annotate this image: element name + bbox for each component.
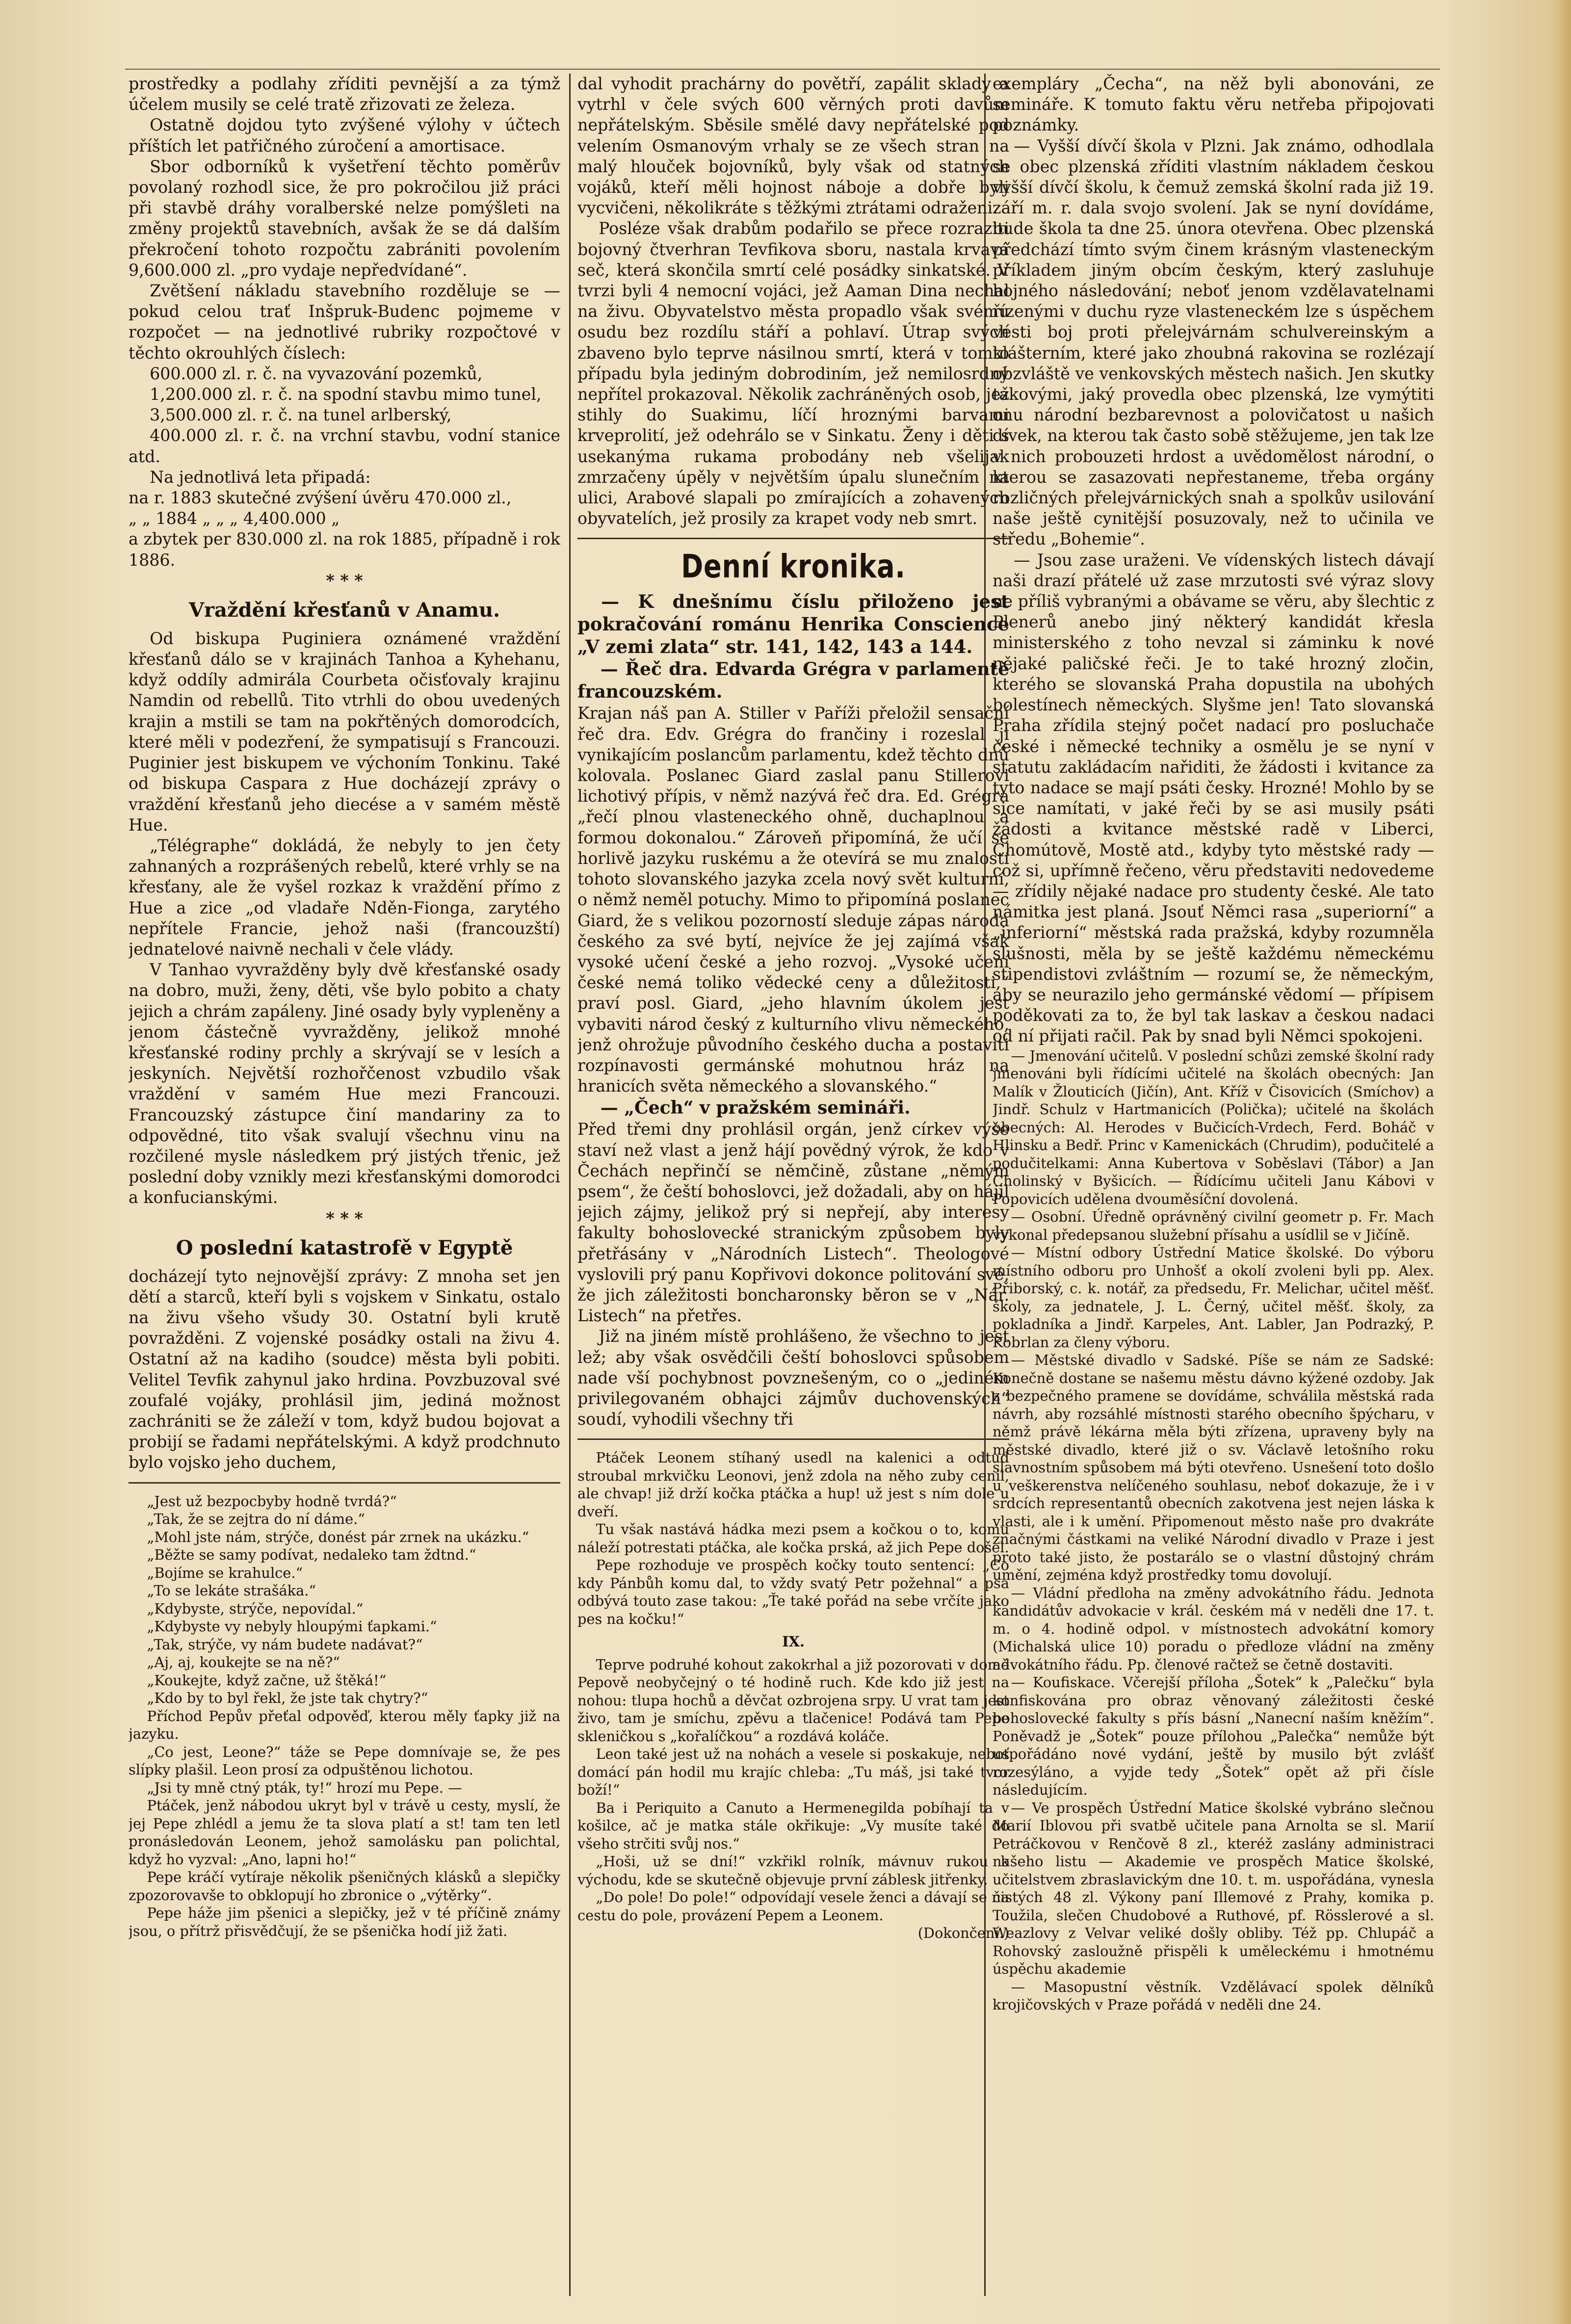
top-rule: [125, 69, 1440, 70]
story-paragraph: Ptáček Leonem stíhaný usedl na kalenici a odtud stroubal mrkvičku Leonovi, jenž zdola na něho zuby cenil, ale chvap! již drží kočka ptáčka a hup! už jest s ním dole u dveří.: [577, 1449, 1009, 1520]
dialog-line: Pepe kráčí vytíraje několik pšeničných klásků a slepičky zpozorovavše to obklopují ho zbronice o „výtěrky“.: [129, 1869, 560, 1904]
dialog-line: „Aj, aj, koukejte se na ně?“: [147, 1654, 340, 1671]
paragraph: V Tanhao vyvražděny byly dvě křesťanské osady na dobro, muži, ženy, děti, vše bylo pobito a chaty jejich a chrám zapáleny. Jiné osady byly vypleněny a jenom částečně vyvražděny, jelikož mnohé křesťanské rodiny prchly a skrývají se v lesích a jeskyních. Největší rozhořčenost vzbudilo však vraždění v samém Hue mezi Francouzi. Francouzský zástupce činí mandariny za to odpovědné, tito však svalují všechnu vinu na rozčilené mysle následkem prý jistých třenic, jež poslední doby vznikly mezi křesťanskými domorodci a konfucianskými.: [129, 960, 560, 1207]
feuilleton-rule: [577, 1438, 1009, 1440]
year-line: „ „ 1884 „ „ „ 4,400.000 „: [129, 509, 340, 528]
news-note: — Koufiskace. Včerejší příloha „Šotek“ k „Palečku“ byla konfiskována pro obraz věnovaný záležitosti české bohoslovecké fakulty s přís básní „Nanecní naším kněžím“. Poněvadž je „Šotek“ pouze přílohou „Palečka“ nemůže být uspořádáno nové vydání, ještě by musilo být zvlášť rozesýláno, a vyjde tedy „Šotek“ opět až při čísle následujícím.: [993, 1674, 1434, 1799]
dialog-line: „Kdybyste vy nebyly hloupými ťapkami.“: [147, 1618, 437, 1635]
paragraph: Před třemi dny prohlásil orgán, jenž církev výše staví než vlast a jenž hájí povědný výrok, že kdo v Čechách nepřinčí se němčině, zůstane „němým psem“, že čeští bohoslovci, jež dožadali, aby on hájil jejich zájmy, jelikož prý si nepřejí, aby interesy fakulty bohoslovecké stranickým způsobem byly přetřásány v „Národních Listech“. Theologové vyslovili prý panu Kopřivovi dokonce politování své, že jich záležitosti boncharonsky běron se v „Nár. Listech“ na přetřes.: [577, 1120, 1009, 1326]
story-paragraph: Pepe rozhoduje ve prospěch kočky touto sentencí: „Co kdy Pánbůh komu dal, to vždy svatý Petr požehnal“ a psa odbývá touto zase takou: „Ťe také pořád na sebe vrčíte jako pes na kočku!“: [577, 1557, 1009, 1627]
dialog-line: „Co jest, Leone?“ táže se Pepe domnívaje se, že pes slípky plašil. Leon prosí za odpuštěnou lichotou.: [129, 1743, 560, 1778]
dialog-line: „Kdybyste, strýče, nepovídal.“: [147, 1600, 364, 1617]
dialog-line: „Běžte se samy podívat, nedaleko tam ždtnd.“: [147, 1546, 476, 1564]
dialog-line: „To se lekáte strašáka.“: [147, 1582, 316, 1599]
feuilleton-rule: [129, 1482, 560, 1484]
dialog-line: „Mohl jste nám, strýče, donést pár zrnek na ukázku.“: [147, 1528, 529, 1545]
feuilleton-dialog: [129, 1492, 560, 1940]
article-title-anam: Vraždění křesťanů v Anamu.: [188, 598, 500, 622]
column-1: [129, 74, 560, 2306]
story-continuation: (Dokončení.): [917, 1925, 1009, 1942]
news-note: — Místní odbory Ústřední Matice školské. Do výboru místního odboru pro Unhošť a okolí zvoleni byli pp. Alex. Přiborský, c. k. notář, za předsedu, Fr. Melichar, učitel měšť. školy, za jednatele, J. L. Černý, učitel měšť. školy, za pokladníka a Jindř. Karpeles, Ant. Labler, Jan Podrazký, P. Kobrlan za členy výboru.: [993, 1244, 1434, 1351]
dialog-line: „Tak, strýče, vy nám budete nadávat?“: [147, 1636, 423, 1653]
dialog-line: „Bojíme se krahulce.“: [147, 1564, 303, 1581]
article-title-egypt: O poslední katastrofě v Egyptě: [176, 1236, 513, 1259]
figure-line: 3,500.000 zl. r. č. na tunel arlberský,: [150, 405, 452, 425]
article-title-gregr: — Řeč dra. Edvarda Grégra v parlamentě francouzském.: [577, 659, 1009, 703]
story-paragraph: Ba i Periquito a Canuto a Hermenegilda pobíhají ta v košilce, ač je matka stále okřikuje: „Vy musíte také do všeho strčiti svůj nos.“: [577, 1799, 1009, 1852]
paragraph: „Télégraphe“ dokládá, že nebyly to jen čety zahnaných a rozprášených rebelů, které vrhly se na křesťany, ale že vyšel rozkaz k vraždění přímo z Hue a zice „od vladaře Nděn-Fionga, zarytého nepřítele Francie, jehož naši (francouzští) jednatelové naivně nechali v čele vlády.: [129, 836, 560, 959]
dialog-line: „Koukejte, když začne, už štěká!“: [147, 1671, 387, 1689]
story-paragraph: „Do pole! Do pole!“ odpovídají vesele ženci a dávají se na cestu do pole, provázení Pepem a Leonem.: [577, 1889, 1009, 1924]
news-note: — Masopustní věstník. Vzdělávací spolek dělníků krojičovských v Praze pořádá v neděli dne 24.: [993, 1978, 1434, 2013]
section-rule: [577, 538, 1009, 539]
figure-line: 400.000 zl. r. č. na vrchní stavbu, vodní stanice atd.: [129, 426, 560, 466]
paragraph: exempláry „Čecha“, na něž byli abonováni, ze semináře. K tomuto faktu věru netřeba připojovati poznámky.: [993, 74, 1434, 135]
chapter-number: IX.: [782, 1633, 805, 1650]
section-title-daily-chronicle: Denní kronika.: [681, 548, 906, 586]
year-line: na r. 1883 skutečné zvýšení úvěru 470.000 zl.,: [129, 488, 512, 508]
article-title-cech: — „Čech“ v pražském semináři.: [600, 1097, 911, 1119]
paragraph: prostředky a podlahy zříditi pevnější a za týmž účelem musily se celé tratě zřizovati ze železa.: [129, 74, 560, 114]
story-paragraph: Teprve podruhé kohout zakokrhal a již pozorovati v domě Pepově neobyčejný o té hodině ruch. Kde kdo již jest na nohou: tlupa hochů a děvčat ozbrojena srpy. U vrat tam jest živo, tam je smíchu, zpěvu a tlačenice! Podává tam Pepe skleničkou s „kořalíčkou“ a rozdává koláče.: [577, 1656, 1009, 1745]
news-note: — Vládní předloha na změny advokátního řádu. Jednota kandidátův advokacie v král. českém má v neděli dne 17. t. m. o 4. hodině odpol. v místnostech advokátní komory (Michalská ulice 10) poradu o předloze vládní na změny advokátního řádu. Pp. členové račtež se četně dostaviti.: [993, 1584, 1434, 1673]
paragraph: Zvětšení nákladu stavebního rozděluje se — pokud celou trať Inšpruk-Budenc pojmeme v rozpočet — na jednotlivé rubriky rozpočtové v těchto okrouhlých číslech:: [129, 281, 560, 363]
dialog-line: Pepe háže jim pšenici a slepičky, jež v té příčině známy jsou, o přítrž přisvědčují, že se pšenička hodí již žati.: [129, 1905, 560, 1939]
dialog-line: Příchod Pepův přeťal odpověď, kterou měly ťapky již na jazyku.: [129, 1707, 560, 1743]
dialog-line: „Jsi ty mně ctný pták, ty!“ hrozí mu Pepe. —: [147, 1779, 462, 1796]
year-line: a zbytek per 830.000 zl. na rok 1885, případně i rok 1886.: [129, 529, 560, 570]
paragraph: Ostatně dojdou tyto zvýšené výlohy v účtech příštích let patřičného zúročení a amortisace.: [129, 115, 560, 156]
figure-line: 600.000 zl. r. č. na vyvazování pozemků,: [150, 364, 483, 383]
story-paragraph: Leon také jest už na nohách a vesele si poskakuje, neboť domácí pán hodil mu krajíc chleba: „Tu máš, jsi také tvor boží!“: [577, 1746, 1009, 1799]
story-paragraph: „Hoši, už se dní!“ vzkřikl rolník, mávnuv rukou k východu, kde se skutečně objevuje první záblesk jitřenky.: [577, 1853, 1009, 1888]
paragraph: Od biskupa Puginiera oznámené vraždění křesťanů dálo se v krajinách Tanhoa a Kyhehanu, když oddíly admirála Courbeta očisťovaly krajinu Namdin od rebellů. Tito vtrhli do obou uvedených krajin a mstili se tam na pokřtěných domorodcích, které měli v podezření, že sympatisují s Francouzi. Puginier jest biskupem ve výchoním Tonkinu. Také od biskupa Caspara z Hue docházejí zprávy o vraždění křesťanů jeho diecése a v samém městě Hue.: [129, 628, 560, 835]
paragraph: docházejí tyto nejnovější zprávy: Z mnoha set jen dětí a starců, kteří byli s vojskem v Sinkatu, ostalo na živu všeho všudy 30. Ostatní byli krutě povražděni. Z vojenské posádky ostali na živu 4. Ostatní až na kadiho (soudce) města byli pobiti. Velitel Tevfik zahynul jako hrdina. Povzbuzoval své zoufalé vojáky, prohlásil jim, jediná možnost zachrániti se že záleží v tom, když budou bojovat a probijí se řadami nepřátelskými. A když prodchnuto bylo vojsko jeho duchem,: [129, 1266, 560, 1472]
column-3: [993, 74, 1434, 2306]
news-note: — Osobní. Úředně oprávněný civilní geometr p. Fr. Mach vykonal předepsanou služební přísahu a usídlil se v Jičíně.: [993, 1208, 1434, 1243]
section-stars: * * *: [326, 571, 363, 590]
paragraph: dal vyhodit prachárny do povětří, zapálit sklady a vytrhl v čele svých 600 věrných proti davům nepřátelským. Sběsile smělé davy nepřátelské pod velením Osmanovým vrhaly se ze všech stran na malý hlouček bojovníků, byly však od statných vojáků, kteří měli hojnost náboje a dobře byli vycvičeni, několikráte s těžkými ztrátami odraženi.: [577, 74, 1009, 218]
paragraph: Posléze však drabům podařilo se přece rozraziti bojovný čtverhran Tevfikova sboru, nastala krvavá seč, která skončila smrtí celé posádky sinkatské. V tvrzi byli 4 nemocní vojáci, jež Aaman Dina nechal na živu. Obyvatelstvo města propadlo však svému osudu bez rozdílu stáří a pohlaví. Útrap svých zbaveno bylo teprve násilnou smrtí, která v tomto případu byla jediným dobrodiním, jež nemilosrdný nepřítel prokazoval. Několik zachráněných osob, jež stihly do Suakimu, líčí hroznými barvami krveprolití, jež odehrálo se v Sinkatu. Ženy i děti s usekanýma rukama probodány neb všelijak zmrzačeny úpěly v největším úpalu slunečním na ulici, Arabové slapali po zmírajících a zohavených obyvatelích, jež prosily za krapet vody neb smrt.: [577, 219, 1009, 528]
paragraph: — Jsou zase uraženi. Ve vídenských listech dávají naši drazí přátelé už zase mrzutosti své výraz slovy ne příliš vybranými a obávame se věru, aby šlechtic z Plenerů anebo jiný některý kandidát křesla ministerského z toho nevzal si záminku k nové nějaké paličské řeči. Je to také hrozný zločin, kterého se slovanská Praha dopustila na ubohých bolestínech německých. Slyšme jen! Tato slovanská Praha zřídila stejný počet nadací pro posluchače české i německé techniky a osmělu je se nyní v statutu zakládacím nařiditi, že žádosti i kvitance za tyto nadace se mají psáti česky. Hrozné! Mohlo by se sice namítati, v jaké řeči by se asi musily psáti žádosti a kvitance městské radě v Liberci, Chomútově, Mostě atd., kdyby tyto městské rady — což si, upřímně řečeno, věru představiti nedovedeme — zřídily nějaké nadace pro studenty české. Ale tato námitka jest planá. Jsouť Němci rasa „superiorní“ a „inferiorní“ městská rada pražská, kdyby rozumněla slušnosti, měla by se ještě každému německému stipendistovi zvláštním — rozumí se, že německým, aby se neurazilo jeho germánské vědomí — přípisem poděkovati za to, že byl tak laskav a českou nadaci od ní přijati račil. Pak by snad byli Němci spokojeni.: [993, 550, 1434, 1046]
figure-line: 1,200.000 zl. r. č. na spodní stavbu mimo tunel,: [150, 385, 542, 404]
dialog-line: Ptáček, jenž nábodou ukryt byl v trávě u cesty, myslí, že jej Pepe zhlédl a jemu že ta slova platí a st! tam ten letl pronásledován Leonem, jehož samolásku pan polichtal, když ho vyzval: „Ano, lapni ho!“: [129, 1797, 560, 1868]
news-note: — Jmenování učitelů. V poslední schůzi zemské školní rady jmenováni byli řídícími učitelé na školách obecných: Jan Malík v Žlouticích (Jičín), Ant. Kříž v Čisovicích (Smíchov) a Jindř. Schulz v Hartmanicích (Polička); učitelé na školách obecných: Al. Herodes v Bučicích-Vrdech, Ferd. Boháč v Hlinsku a Bedř. Princ v Kamenickách (Chrudim), podučitelé a podučitelkami: Anna Kubertova v Soběslavi (Tábor) a Jan Cholinský v Byšicích. — Řídícímu učiteli Janu Kábovi v Popovicích udělena dvouměsíční dovolená.: [993, 1047, 1434, 1207]
dialog-line: „Kdo by to byl řekl, že jste tak chytry?“: [147, 1690, 428, 1707]
feuilleton-story: [577, 1449, 1009, 1942]
paragraph: Sbor odborníků k vyšetření těchto poměrův povolaný rozhodl sice, že pro pokročilou již práci při stavbě dráhy voralberské nelze pomýšleti na změny projektů stavebních, avšak že se dá dalším překročení tohoto rozpočtu zabrániti povolením 9,600.000 zl. „pro vydaje nepředvídané“.: [129, 157, 560, 280]
news-notes: [993, 1047, 1434, 2014]
dialog-line: „Tak, že se zejtra do ní dáme.“: [147, 1511, 366, 1528]
column-2: [577, 74, 1009, 2306]
dialog-line: „Jest už bezpocbyby hodně tvrdá?“: [147, 1492, 397, 1510]
section-stars: * * *: [326, 1208, 363, 1228]
column-rule-1: [569, 74, 571, 2296]
paragraph: Již na jiném místě prohlášeno, že všechno to jest lež; aby však osvědčili čeští bohoslovci spůsobem nade vší pochybnost povznešeným, co o „jediném privilegovaném obhajci zájmův duchovenských“ soudí, vyhodili všechny tři: [577, 1327, 1009, 1429]
paragraph: — Vyšší dívčí škola v Plzni. Jak známo, odhodlala se obec plzenská zříditi vlastním nákladem českou vyšší dívčí školu, k čemuž zemská školní rada již 19. září m. r. dala svojo svolení. Jak se nyní dovídáme, bude škola ta dne 25. února otevřena. Obec plzenská předchází tímto svým činem krásným vlasteneckým příkladem jiným obcím českým, který zasluhuje hojného následování; neboť jenom vzdělavatelnami řízenými v duchu ryze vlasteneckém lze s úspěchem vésti boj proti přelejvárnám schulvereinským a klášterním, které jako zhoubná rakovina se rozlézají obzvláště ve venkovských městech našich. Jen skutky takovými, jaký provedla obec plzenská, lze vymýtiti onu národní bezbarevnost a polovičatost u našich dívek, na kterou tak často sobě stěžujeme, jen tak lze v nich probouzeti hrdost a uvědomělost národní, o kterou se zasazovati nepřestaneme, třeba orgány rozličných přelejvárnických snah a spolkův usilování naše ještě cynitější posuzovaly, než to učinila ve středu „Bohemie“.: [993, 136, 1434, 549]
story-paragraph: Tu však nastává hádka mezi psem a kočkou o to, komu náleží potrestati ptáčka, ale kočka prská, až jich Pepe došel.: [577, 1521, 1009, 1556]
news-note: — Městské divadlo v Sadské. Píše se nám ze Sadské: Konečně dostane se našemu městu dávno kýžené ozdoby. Jak z bezpečného pramene se dovídáme, schválila městská rada návrh, aby rozsáhlé místnosti starého obecního špýcharu, v němž právě lékárna měla býti zřízena, upraveny byly na městské divadlo, které již o sv. Václavě letošního roku slavnostním spůsobem má býti otevřeno. Usnešení toto došlo u veškerenstva nelíčeného souhlasu, neboť dokazuje, že i v srdcích representantů obecních zakotvena jest nejen láska k vlasti, ale i k umění. Připomenout město naše pro dvakráte značnými částkami na veliké Národní divadlo v Praze i jest proto také jisto, že postarálo se o vlastní důstojný chrám umění, zejména když prostředky tomu dovolují.: [993, 1352, 1434, 1584]
paragraph: Krajan náš pan A. Stiller v Paříži přeložil sensační řeč dra. Edv. Grégra do frančiny i rozeslal ji vynikajícím poslancům parlamentu, kdež těchto dnů kolovala. Poslanec Giard zaslal panu Stillerovi lichotivý přípis, v němž nazývá řeč dra. Ed. Grégra „řečí plnou vlasteneckého ohně, duchaplnou a formou dokonalou.“ Zároveň připomíná, že učí se horlivě jazyku ruskému a že otevírá se mu znalostí tohoto slovanského jazyka zcela nový svět kulturní, o němž neměl potuchy. Mimo to připomíná poslanec Giard, že s velikou pozorností sleduje zápas národa českého za své bytí, nejvíce že jej zajímá však vysoké učení české a jeho rozvoj. „Vysoké učení české nemá toliko vědecké ceny a důležitosti,“ praví posl. Giard, „jeho hlavním úkolem jest vybaviti národ český z kulturního vlivu německého, jenž ohrožuje původního českého ducha a postaviti rozpínavosti germánské mohutnou hráz na hranicích světa německého a slovanského.“: [577, 704, 1009, 1096]
years-intro: Na jednotlivá leta připadá:: [150, 467, 371, 487]
supplement-notice: — K dnešnímu číslu přiloženo jest pokračování románu Henrika Conscience „V zemi zlata“ str. 141, 142, 143 a 144.: [577, 591, 1009, 658]
page-edge: [1551, 0, 1571, 2324]
news-note: — Ve prospěch Ústřední Matice školské vybráno slečnou Marií Iblovou při svatbě učitele pana Arnolta se sl. Marií Petráčkovou v Renčově 8 zl., kteréž zaslány administraci našeho listu — Akademie ve prospěch Matice školské, učitelstvem zbraslavickým dne 10. t. m. uspořádána, vynesla čistých 48 zl. Výkony paní Illemové z Prahy, komika p. Toužila, slečen Chudobové a Ruthové, pf. Rösslerové a sl. Weazlovy z Velvar veliké došly obliby. Též pp. Chlupáč a Rohovský zasloužně přispěli k uměleckému i hmotnému úspěchu akademie: [993, 1799, 1434, 1978]
